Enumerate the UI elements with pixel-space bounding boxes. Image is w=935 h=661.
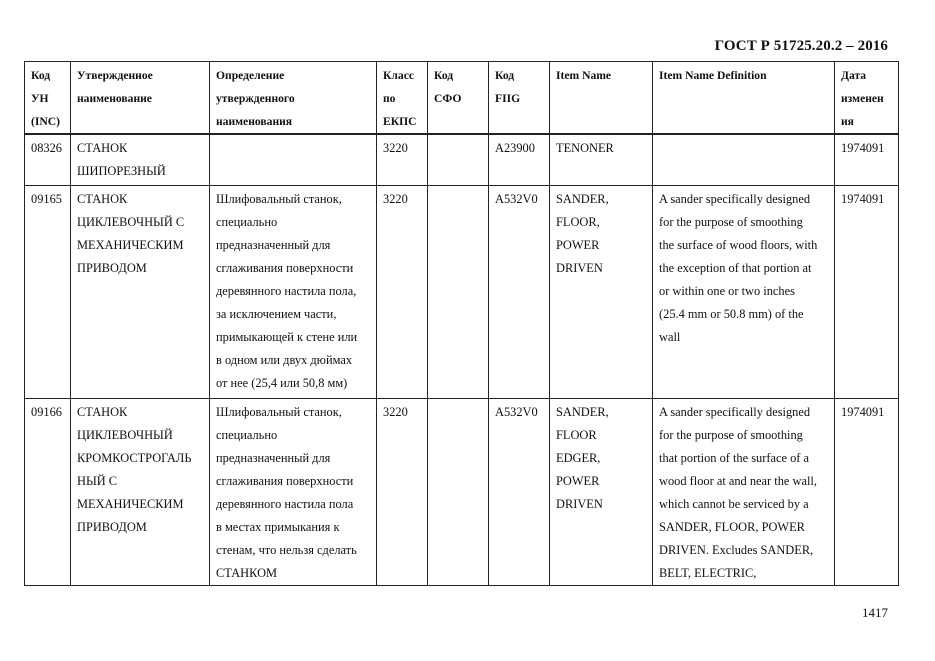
cell-item-definition [653,134,835,185]
cell-date: 1974091 [835,398,899,585]
cell-approved-name: СТАНОК ЦИКЛЕВОЧНЫЙ КРОМКОСТРОГАЛЬ НЫЙ С МЕХАНИЧЕСКИМ ПРИВОДОМ [71,398,210,585]
column-header-item-name: Item Name [550,62,653,135]
cell-inc: 09165 [25,185,71,398]
column-header-approved-name: Утвержденное наименование [71,62,210,135]
cell-class: 3220 [377,185,428,398]
table-row [25,398,899,585]
cell-item-name: TENONER [550,134,653,185]
cell-definition-ru: Шлифовальный станок, специально предназначенный для сглаживания поверхности деревянного настила пола, за исключением части, примыкающей к стене или в одном или двух дюймах от нее (25,4 или 50,8 мм) [210,185,377,398]
cell-date: 1974091 [835,134,899,185]
item-names-table [24,61,899,586]
cell-inc: 08326 [25,134,71,185]
column-header-inc: Код УН (INC) [25,62,71,135]
cell-fiig: A23900 [489,134,550,185]
cell-fiig: A532V0 [489,398,550,585]
column-header-item-definition: Item Name Definition [653,62,835,135]
table-row [25,185,899,398]
cell-definition-ru: Шлифовальный станок, специально предназначенный для сглаживания поверхности деревянного настила пола в местах примыкания к стенам, что нельзя сделать СТАНКОМ [210,398,377,585]
cell-sfo [428,185,489,398]
cell-class: 3220 [377,134,428,185]
cell-item-definition: A sander specifically designed for the purpose of smoothing that portion of the surface of a wood floor at and near the wall, which cannot be serviced by a SANDER, FLOOR, POWER DRIVEN. Excludes SANDER, BELT, ELECTRIC, [653,398,835,585]
column-header-date: Дата изменен ия [835,62,899,135]
column-header-definition-ru: Определение утвержденного наименования [210,62,377,135]
table-row [25,134,899,185]
table-header-row [25,62,899,135]
cell-sfo [428,134,489,185]
cell-definition-ru [210,134,377,185]
column-header-fiig: Код FIIG [489,62,550,135]
cell-approved-name: СТАНОК ШИПОРЕЗНЫЙ [71,134,210,185]
cell-item-definition: A sander specifically designed for the purpose of smoothing the surface of wood floors, with the exception of that portion at or within one or two inches (25.4 mm or 50.8 mm) of the wall [653,185,835,398]
document-standard-header: ГОСТ Р 51725.20.2 – 2016 [714,38,888,54]
cell-item-name: SANDER, FLOOR, POWER DRIVEN [550,185,653,398]
cell-sfo [428,398,489,585]
column-header-sfo: Код СФО [428,62,489,135]
column-header-class: Класс по ЕКПС [377,62,428,135]
cell-date: 1974091 [835,185,899,398]
cell-inc: 09166 [25,398,71,585]
cell-fiig: A532V0 [489,185,550,398]
page-number: 1417 [862,605,888,620]
cell-class: 3220 [377,398,428,585]
cell-approved-name: СТАНОК ЦИКЛЕВОЧНЫЙ С МЕХАНИЧЕСКИМ ПРИВОДОМ [71,185,210,398]
cell-item-name: SANDER, FLOOR EDGER, POWER DRIVEN [550,398,653,585]
